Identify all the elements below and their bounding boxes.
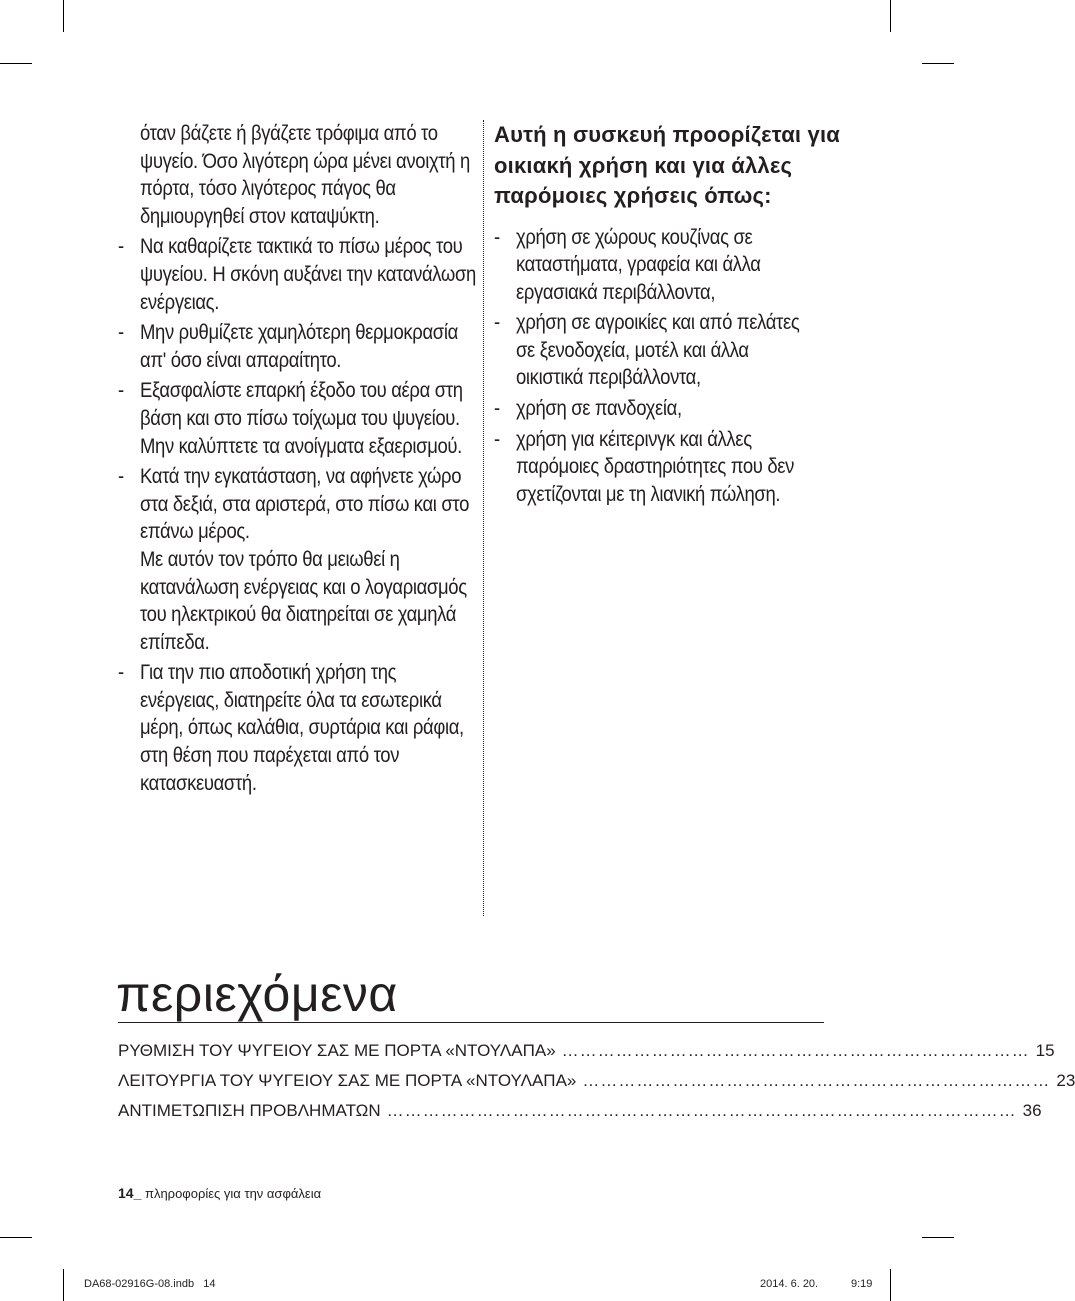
crop-mark bbox=[890, 0, 891, 32]
list-item-text: χρήση σε χώρους κουζίνας σε καταστήματα, γραφεία και άλλα εργασιακά περιβάλλοντα, bbox=[516, 225, 761, 304]
list-item-text: χρήση για κέιτερινγκ και άλλες παρόμοιες δραστηριότητες που δεν σχετίζονται με τη λιανική πώληση. bbox=[516, 427, 795, 506]
bullet-dash: - bbox=[118, 661, 124, 685]
left-column bbox=[118, 120, 479, 800]
toc-entry-page: 36 bbox=[1022, 1101, 1042, 1120]
slug-date: 2014. 6. 20. bbox=[760, 1278, 819, 1290]
toc-entry-page: 15 bbox=[1035, 1041, 1055, 1060]
list-item-text: Κατά την εγκατάσταση, να αφήνετε χώρο στα δεξιά, στα αριστερά, στο πίσω και στο επάνω μέρος. bbox=[140, 465, 470, 544]
crop-mark bbox=[890, 1269, 891, 1301]
list-item-text: Για την πιο αποδοτική χρήση της ενέργειας, διατηρείτε όλα τα εσωτερικά μέρη, όπως καλάθια, συρτάρια και ράφια, στη θέση που παρέχεται από τον κατασκευαστή. bbox=[140, 661, 464, 795]
list-item bbox=[494, 426, 820, 509]
page-number: 14_ bbox=[118, 1185, 142, 1201]
bullet-dash: - bbox=[494, 311, 500, 335]
continuation-paragraph: όταν βάζετε ή βγάζετε τρόφιμα από το ψυγείο. Όσο λιγότερη ώρα μένει ανοιχτή η πόρτα, τόσο λιγότερος πάγος θα δημιουργηθεί στον καταψύκτη. bbox=[140, 122, 470, 228]
list-item bbox=[494, 224, 820, 307]
slug-time: 9:19 bbox=[851, 1278, 873, 1290]
page-footer bbox=[118, 1185, 321, 1201]
bullet-dash: - bbox=[494, 397, 500, 421]
bullet-dash: - bbox=[118, 321, 124, 345]
crop-mark bbox=[0, 1237, 32, 1238]
list-item-text: Να καθαρίζετε τακτικά το πίσω μέρος του ψυγείου. Η σκόνη αυξάνει την κατανάλωση ενέργειας. bbox=[140, 235, 476, 314]
list-item-text: Με αυτόν τον τρόπο θα μειωθεί η κατανάλωση ενέργειας και ο λογαριασμός του ηλεκτρικού θα διατηρείται σε χαμηλά επίπεδα. bbox=[140, 547, 467, 654]
right-column bbox=[494, 120, 844, 511]
crop-mark bbox=[922, 63, 954, 64]
toc-title: περιεχόμενα bbox=[116, 966, 398, 1022]
toc-entry-page: 23 bbox=[1056, 1071, 1075, 1090]
crop-mark bbox=[0, 63, 32, 64]
crop-mark bbox=[63, 0, 64, 32]
toc-leader-dots: …………………………………………………………………… bbox=[561, 1041, 1030, 1060]
toc-entry-title: ΡΥΘΜΙΣΗ ΤΟΥ ΨΥΓΕΙΟΥ ΣΑΣ ΜΕ ΠΟΡΤΑ «ΝΤΟΥΛΑΠΑ» bbox=[118, 1041, 556, 1060]
list-item bbox=[118, 319, 479, 374]
toc-entry[interactable] bbox=[118, 1039, 1055, 1063]
crop-mark bbox=[922, 1237, 954, 1238]
list-item-text: χρήση σε πανδοχεία, bbox=[516, 397, 682, 421]
toc-entry-title: ΑΝΤΙΜΕΤΩΠΙΣΗ ΠΡΟΒΛΗΜΑΤΩΝ bbox=[118, 1101, 381, 1120]
list-item bbox=[494, 395, 820, 423]
toc-leader-dots: …………………………………………………………………………………………… bbox=[386, 1101, 1017, 1120]
list-item bbox=[118, 377, 479, 460]
footer-section: πληροφορίες για την ασφάλεια bbox=[144, 1186, 322, 1201]
toc-rule bbox=[118, 1022, 824, 1023]
bullet-dash: - bbox=[494, 225, 500, 249]
bullet-dash: - bbox=[118, 465, 124, 489]
list-item-text: Μην καλύπτετε τα ανοίγματα εξαερισμού. bbox=[140, 434, 462, 458]
toc-entry-title: ΛΕΙΤΟΥΡΓΙΑ ΤΟΥ ΨΥΓΕΙΟΥ ΣΑΣ ΜΕ ΠΟΡΤΑ «ΝΤΟΥΛΑΠΑ» bbox=[118, 1071, 577, 1090]
list-item-text: χρήση σε αγροικίες και από πελάτες σε ξενοδοχεία, μοτέλ και άλλα οικιστικά περιβάλλοντα, bbox=[516, 311, 800, 390]
column-divider bbox=[483, 120, 484, 916]
list-item bbox=[118, 659, 479, 797]
bullet-dash: - bbox=[118, 379, 124, 403]
toc-entry[interactable] bbox=[118, 1099, 1042, 1123]
toc-leader-dots: …………………………………………………………………… bbox=[582, 1071, 1051, 1090]
list-item-text: Μην ρυθμίζετε χαμηλότερη θερμοκρασία απ' όσο είναι απαραίτητο. bbox=[140, 321, 458, 372]
section-heading: Αυτή η συσκευή προορίζεται για οικιακή χρήση και για άλλες παρόμοιες χρήσεις όπως: bbox=[494, 122, 841, 208]
slug-file: DA68-02916G-08.indb 14 bbox=[84, 1278, 216, 1290]
list-item bbox=[118, 233, 479, 316]
list-item bbox=[118, 463, 479, 656]
list-item bbox=[494, 309, 820, 392]
bullet-dash: - bbox=[118, 235, 124, 259]
toc-entry[interactable] bbox=[118, 1069, 1075, 1093]
bullet-dash: - bbox=[494, 427, 500, 451]
list-item-text: Εξασφαλίστε επαρκή έξοδο του αέρα στη βάση και στο πίσω τοίχωμα του ψυγείου. bbox=[140, 379, 463, 430]
crop-mark bbox=[63, 1269, 64, 1301]
